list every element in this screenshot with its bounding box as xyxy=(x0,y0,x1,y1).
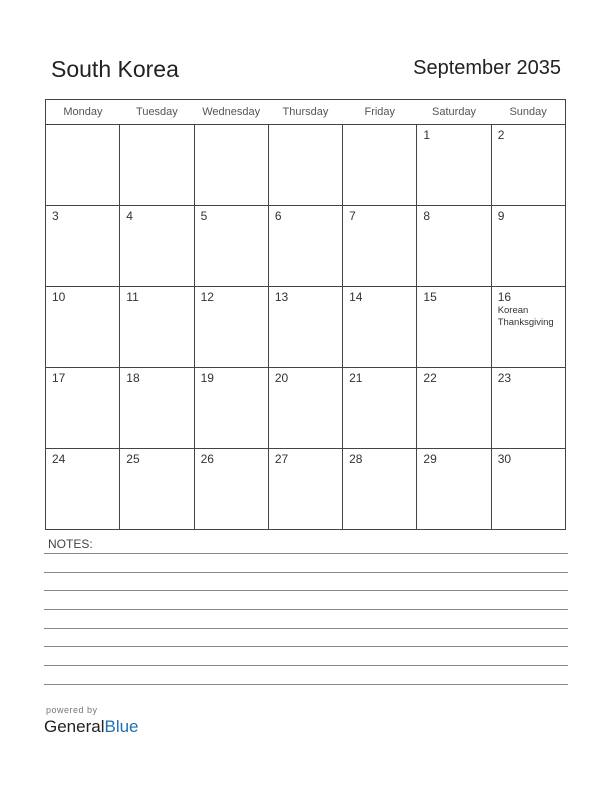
day-cell xyxy=(194,206,268,287)
day-cell xyxy=(46,368,120,449)
day-number: 22 xyxy=(423,371,437,385)
day-number: 6 xyxy=(274,209,282,223)
day-number: 13 xyxy=(274,290,289,304)
day-number: 11 xyxy=(126,290,139,304)
day-number: 23 xyxy=(497,371,512,385)
day-number: 8 xyxy=(423,209,431,223)
day-cell xyxy=(417,449,491,530)
day-number: 28 xyxy=(349,452,363,466)
brand-blue-text: Blue xyxy=(104,717,139,736)
day-cell xyxy=(46,206,120,287)
day-cell xyxy=(120,449,194,530)
day-cell xyxy=(491,449,565,530)
day-cell xyxy=(343,206,417,287)
day-cell xyxy=(491,125,565,206)
day-number: 27 xyxy=(274,452,289,466)
weekday-monday: Monday xyxy=(46,100,120,125)
day-cell xyxy=(417,287,491,368)
holiday-label: Korean Thanksgiving xyxy=(497,305,554,328)
country-title: South Korea xyxy=(51,56,179,82)
weekday-saturday: Saturday xyxy=(417,100,491,125)
day-cell xyxy=(194,368,268,449)
month-title: September 2035 xyxy=(413,57,561,79)
day-number: 12 xyxy=(200,290,214,304)
notes-line xyxy=(44,572,568,573)
week-row xyxy=(46,287,566,368)
week-row xyxy=(46,206,566,287)
day-cell xyxy=(343,368,417,449)
day-number: 15 xyxy=(423,290,437,304)
day-cell xyxy=(417,125,491,206)
day-number: 25 xyxy=(126,452,140,466)
notes-line xyxy=(44,684,568,685)
day-cell xyxy=(46,449,120,530)
day-cell xyxy=(268,449,342,530)
day-cell xyxy=(268,287,342,368)
day-cell xyxy=(343,287,417,368)
weekday-header-row xyxy=(46,100,566,125)
day-cell xyxy=(194,287,268,368)
day-number: 20 xyxy=(274,371,289,385)
day-number: 24 xyxy=(52,452,66,466)
notes-label: NOTES: xyxy=(48,537,93,551)
weekday-wednesday: Wednesday xyxy=(194,100,268,125)
notes-line xyxy=(44,665,568,666)
weekday-sunday: Sunday xyxy=(491,100,565,125)
day-number: 10 xyxy=(52,290,66,304)
notes-line xyxy=(44,628,568,629)
notes-line xyxy=(44,609,568,610)
week-row xyxy=(46,125,566,206)
day-number: 3 xyxy=(52,209,59,223)
day-number: 19 xyxy=(200,371,214,385)
day-number: 21 xyxy=(349,371,363,385)
day-cell xyxy=(491,287,565,368)
day-cell xyxy=(268,206,342,287)
brand-general-text: General xyxy=(44,717,105,736)
day-cell xyxy=(417,206,491,287)
day-number: 7 xyxy=(349,209,356,223)
day-cell xyxy=(120,125,194,206)
day-number: 30 xyxy=(497,452,512,466)
day-cell xyxy=(491,368,565,449)
day-number: 26 xyxy=(200,452,214,466)
day-cell xyxy=(194,125,268,206)
day-cell xyxy=(343,125,417,206)
week-row xyxy=(46,449,566,530)
day-cell xyxy=(46,125,120,206)
day-number: 9 xyxy=(497,209,505,223)
notes-line xyxy=(44,646,568,647)
day-number: 4 xyxy=(126,209,133,223)
powered-by-text: powered by xyxy=(46,705,98,715)
calendar-body xyxy=(46,125,566,530)
day-cell xyxy=(46,287,120,368)
day-number: 14 xyxy=(349,290,363,304)
day-cell xyxy=(491,206,565,287)
day-cell xyxy=(268,368,342,449)
day-cell xyxy=(120,206,194,287)
calendar-grid xyxy=(45,99,566,530)
day-number: 16 xyxy=(497,290,512,304)
day-cell xyxy=(417,368,491,449)
weekday-tuesday: Tuesday xyxy=(120,100,194,125)
day-number: 18 xyxy=(126,371,140,385)
day-number: 5 xyxy=(200,209,208,223)
day-number: 2 xyxy=(497,128,505,142)
day-number: 29 xyxy=(423,452,437,466)
notes-line xyxy=(44,553,568,554)
day-number: 17 xyxy=(52,371,66,385)
weekday-thursday: Thursday xyxy=(268,100,342,125)
week-row xyxy=(46,368,566,449)
generalblue-logo xyxy=(44,717,139,737)
day-cell xyxy=(120,368,194,449)
notes-line xyxy=(44,590,568,591)
day-cell xyxy=(343,449,417,530)
weekday-friday: Friday xyxy=(343,100,417,125)
day-cell xyxy=(268,125,342,206)
day-cell xyxy=(120,287,194,368)
day-cell xyxy=(194,449,268,530)
day-number: 1 xyxy=(423,128,431,142)
